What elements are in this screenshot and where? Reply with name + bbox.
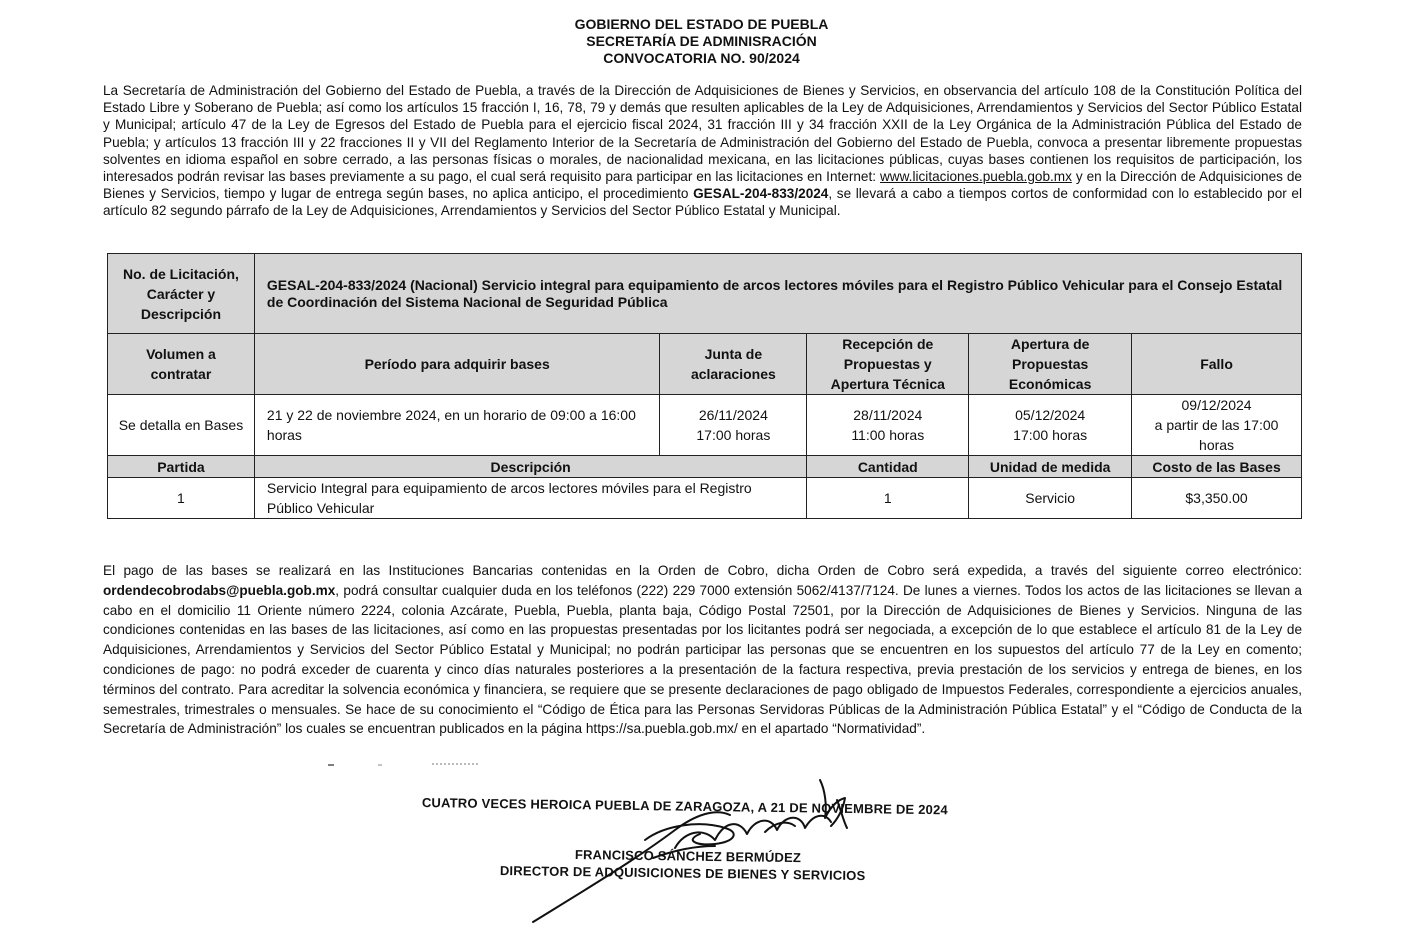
intro-text-1: La Secretaría de Administración del Gobierno del Estado de Puebla, a través de la Dirección de Adquisiciones de Bienes y Servicios, en observancia del artículo 108 de la Constitución Política del Estado Libre y Soberano de Puebla; así como los artículos 15 fracción I, 16, 78, 79 y demás que resulten aplicables de la Ley de Adquisiciones, Arrendamientos y Servicios del Sector Público Estatal y Municipal; artículo 47 de la Ley de Egresos del Estado de Puebla para el ejercicio fiscal 2024, 31 fracción III y 34 fracción XXII de la Ley Orgánica de la Administración Pública del Estado de Puebla; y artículos 13 fracción III y 22 fracciones II y VII del Reglamento Interior de la Secretaría de Administración del Gobierno del Estado de Puebla, convoca a presentar libremente propuestas solventes en idioma español en sobre cerrado, a las personas físicas o morales, de nacionalidad mexicana, en las licitaciones públicas, cuyas bases contienen los requisitos de participación, los interesados podrán revisar las bases previamente a su pago, el cual será requisito para participar en las licitaciones en Internet: [103,83,1302,185]
header-junta: Junta de aclaraciones [660,334,807,395]
junta-time: 17:00 horas [696,427,771,443]
fallo-date: 09/12/2024 [1181,397,1252,413]
value-apertura [969,395,1132,456]
header-government: GOBIERNO DEL ESTADO DE PUEBLA [574,16,829,32]
signer-title: DIRECTOR DE ADQUISICIONES DE BIENES Y SERVICIOS [499,863,866,884]
value-recepcion [807,395,969,456]
table-row [108,478,1302,519]
apertura-date: 05/12/2024 [1015,407,1086,423]
recepcion-time: 11:00 horas [851,427,925,443]
licitacion-table [107,253,1302,519]
recepcion-date: 28/11/2024 [853,407,923,423]
header-volumen: Volumen a contratar [108,334,255,395]
signer-name: FRANCISCO SÁNCHEZ BERMÚDEZ [574,847,802,866]
header-unidad: Unidad de medida [969,456,1132,478]
header-convocatoria: CONVOCATORIA NO. 90/2024 [603,50,800,66]
licitacion-title-cell: GESAL-204-833/2024 (Nacional) Servicio integral para equipamiento de arcos lectores móviles para el Registro Público Vehicular para el Consejo Estatal de Coordinación del Sistema Nacional de Seguridad Pública [254,254,1301,334]
header-apertura: Apertura de Propuestas Económicas [969,334,1132,395]
schedule-values-row [108,395,1302,456]
licitacion-label-cell: No. de Licitación, Carácter y Descripción [108,254,255,334]
licitacion-description-row [108,254,1302,334]
apertura-time: 17:00 horas [1013,427,1088,443]
header-secretariat: SECRETARÍA DE ADMINISRACIÓN [586,33,817,49]
header-recepcion: Recepción de Propuestas y Apertura Técnica [807,334,969,395]
fallo-time: a partir de las 17:00 horas [1154,417,1279,453]
item-cantidad: 1 [807,478,969,519]
schedule-header-row [108,334,1302,395]
value-fallo [1132,395,1302,456]
header-costo: Costo de las Bases [1132,456,1302,478]
document-header [0,16,1403,67]
pago-text-2: , podrá consultar cualquier duda en los teléfonos (222) 229 7000 extensión 5062/4137/7124. De lunes a viernes. Todos los actos de las licitaciones se llevan a cabo en el domicilio 11 Oriente número 2224, colonia Azcárate, Puebla, Puebla, planta baja, Código Postal 72501, por la Dirección de Adquisiciones de Bienes y Servicios. Ninguna de las condiciones contenidas en las bases de las licitaciones, así como en las propuestas presentadas por los licitantes podrá ser negociada, a excepción de lo que establece el artículo 81 de la Ley de Adquisiciones, Arrendamientos y Servicios del Sector Público Estatal y Municipal; no podrán participar las personas que se encuentren en los supuestos del artículo 77 de la Ley en comento; condiciones de pago: no podrá exceder de cuarenta y cinco días naturales posteriores a la presentación de la factura respectiva, previa prestación de los servicios y entrega de bienes, en los términos del contrato. Para acreditar la solvencia económica y financiera, se requiere que se presente declaraciones de pago obligado de Impuestos Federales, correspondiente a ejercicios anuales, semestrales, trimestrales o mensuales. Se hace de su conocimiento el “Código de Ética para las Personas Servidoras Públicas de la Administración Pública Estatal” y el “Código de Conducta de la Secretaría de Administración” los cuales se encuentran publicados en la página https://sa.puebla.gob.mx/ en el apartado “Normatividad”. [103,582,1302,737]
header-fallo: Fallo [1132,334,1302,395]
handwritten-signature [525,770,865,930]
item-unidad: Servicio [969,478,1132,519]
item-costo: $3,350.00 [1132,478,1302,519]
item-descripcion: Servicio Integral para equipamiento de arcos lectores móviles para el Registro Público Vehicular [254,478,806,519]
procedure-number: GESAL-204-833/2024 [693,186,829,202]
intro-text-2: y en la Dirección de Adquisiciones de Bienes y Servicios, tiempo y lugar de entrega según bases, no aplica anticipo, el procedimiento [103,169,1302,202]
place-date-line: CUATRO VECES HEROICA PUEBLA DE ZARAGOZA, A 21 DE NOVIEMBRE DE 2024 [421,795,949,818]
header-periodo: Período para adquirir bases [254,334,660,395]
value-volumen: Se detalla en Bases [108,395,255,456]
items-header-row [108,456,1302,478]
payment-paragraph [103,561,1302,739]
payment-email[interactable]: ordendecobrodabs@puebla.gob.mx [103,582,336,598]
item-partida: 1 [108,478,255,519]
licitaciones-link[interactable]: www.licitaciones.puebla.gob.mx [879,169,1072,185]
value-periodo: 21 y 22 de noviembre 2024, en un horario de 09:00 a 16:00 horas [254,395,660,456]
header-partida: Partida [108,456,255,478]
pago-text-1: El pago de las bases se realizará en las Instituciones Bancarias contenidas en la Orden de Cobro, dicha Orden de Cobro será expedida, a través del siguiente correo electrónico: [103,563,1302,578]
junta-date: 26/11/2024 [698,407,768,423]
scan-smudge [328,760,488,768]
value-junta [660,395,807,456]
intro-text-3: , se llevará a cabo a tiempos cortos de conformidad con lo establecido por el artículo 82 segundo párrafo de la Ley de Adquisiciones, Arrendamientos y Servicios del Sector Público Estatal y Municipal. [103,186,1302,219]
intro-paragraph [103,82,1302,220]
header-cantidad: Cantidad [807,456,969,478]
header-descripcion: Descripción [254,456,806,478]
